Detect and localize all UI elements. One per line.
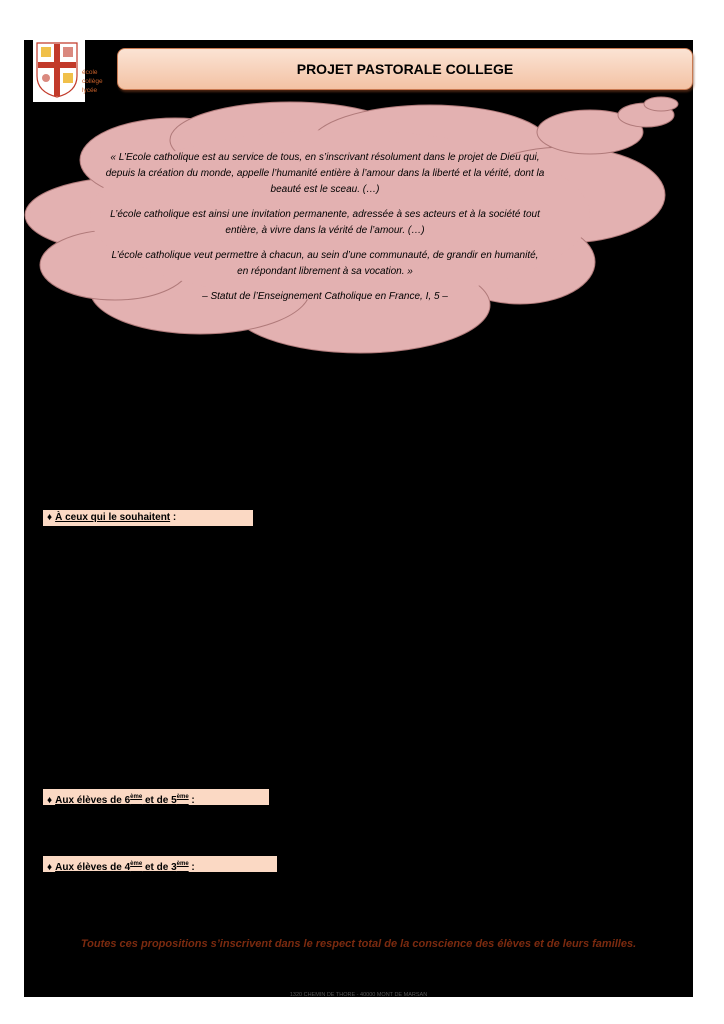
footer-address: 1320 CHEMIN DE THORE - 40000 MONT DE MARSAN	[289, 992, 428, 998]
section-grades-6-5	[43, 789, 269, 805]
quote-paragraph: « L’Ecole catholique est au service de tous, en s’inscrivant résolument dans le projet de Dieu qui, depuis la création du monde, appelle l’humanité entière à l’amour dans la liberté et la vérité, dont la beauté est le sceau. (…)	[105, 152, 545, 195]
closing-statement: Toutes ces propositions s’inscrivent dans le respect total de la conscience des élèves et de leurs familles.	[80, 938, 637, 950]
page-title: PROJET PASTORALE COLLEGE	[117, 48, 693, 90]
quote-source: – Statut de l’Enseignement Catholique en France, I, 5 –	[202, 291, 448, 302]
quote-paragraph: L’école catholique est ainsi une invitation permanente, adressée à ses acteurs et à la société tout entière, à vivre dans la vérité de l’amour. (…)	[110, 209, 540, 236]
diamond-bullet-icon: ♦	[47, 795, 53, 806]
section-title: Aux élèves de 4ème et de 3ème	[55, 861, 189, 873]
section-volunteers	[43, 510, 253, 526]
logo-line: collège	[82, 78, 103, 85]
section-colon: :	[170, 512, 177, 523]
quote-paragraph: L’école catholique veut permettre à chacun, au sein d’une communauté, de grandir en humanité, en répondant librement à sa vocation. »	[111, 250, 539, 277]
section-grades-4-3	[43, 856, 277, 872]
logo-line: école	[82, 69, 98, 76]
logo-line: lycée	[82, 87, 98, 94]
quote-text	[105, 150, 545, 314]
section-title: À ceux qui le souhaitent	[55, 512, 171, 523]
section-colon: :	[188, 862, 195, 873]
section-title: Aux élèves de 6ème et de 5ème	[55, 794, 189, 806]
diamond-bullet-icon: ♦	[47, 512, 53, 523]
section-colon: :	[188, 795, 195, 806]
diamond-bullet-icon: ♦	[47, 862, 53, 873]
